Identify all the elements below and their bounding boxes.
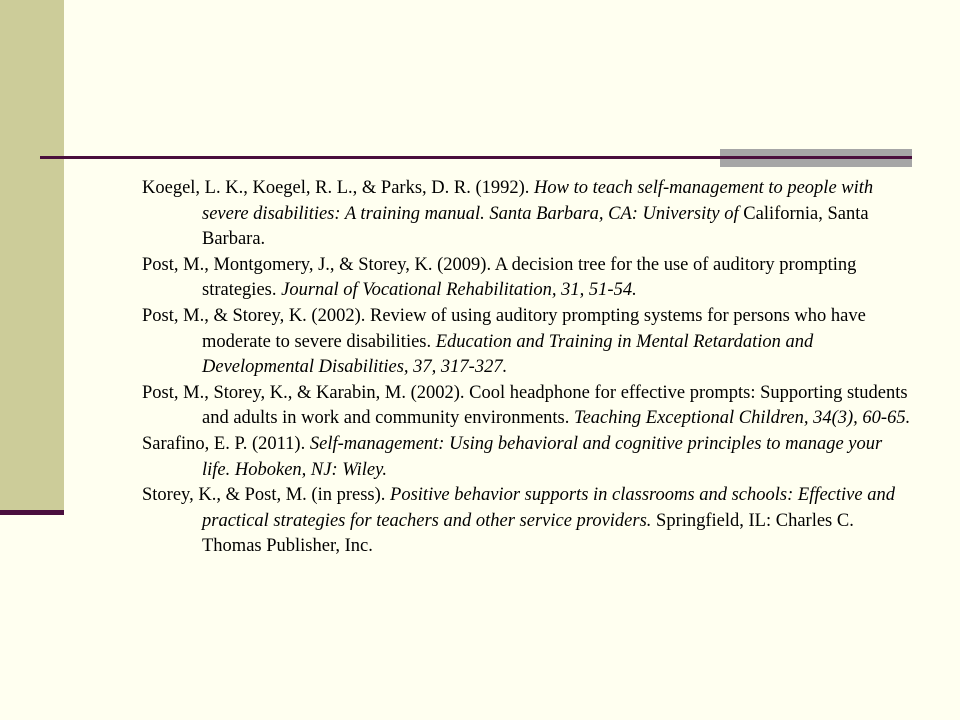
reference-item	[142, 176, 912, 253]
reference-item	[142, 483, 912, 560]
reference-item	[142, 381, 912, 432]
left-accent-bar	[0, 0, 64, 512]
reference-authors-text: Storey, K., & Post, M. (in press).	[142, 485, 391, 506]
reference-item	[142, 253, 912, 304]
reference-authors-text: Koegel, L. K., Koegel, R. L., & Parks, D. R. (1992).	[142, 178, 535, 198]
reference-title-text: Self-management: Using behavioral and cognitive principles to manage your life. Hoboken, NJ: Wiley.	[202, 433, 883, 480]
divider-grey-block	[720, 149, 912, 167]
reference-title-text: Journal of Vocational Rehabilitation, 31, 51-54.	[281, 280, 637, 301]
reference-authors-text: Post, M., Montgomery, J., & Storey, K. (2009). A decision tree for the use of auditory prompting strategies.	[142, 254, 857, 301]
reference-title-text: Education and Training in Mental Retardation and Developmental Disabilities, 37, 317-327.	[202, 331, 814, 378]
reference-tail-text: California, Santa Barbara.	[202, 203, 869, 250]
left-bar-underline	[0, 510, 64, 515]
reference-tail-text: Springfield, IL: Charles C. Thomas Publisher, Inc.	[202, 510, 854, 557]
reference-title-text: Positive behavior supports in classrooms and schools: Effective and practical strategies for teachers and other service providers.	[202, 485, 895, 531]
reference-item	[142, 304, 912, 381]
reference-list	[142, 176, 912, 560]
reference-title-text: How to teach self-management to people with severe disabilities: A training manual. Santa Barbara, CA: University of	[202, 178, 874, 224]
reference-item	[142, 432, 912, 483]
reference-authors-text: Post, M., & Storey, K. (2002). Review of using auditory prompting systems for persons who have moderate to severe disabilities.	[142, 305, 866, 352]
reference-title-text: Teaching Exceptional Children, 34(3), 60-65.	[574, 408, 911, 429]
reference-authors-text: Sarafino, E. P. (2011).	[142, 433, 310, 454]
reference-authors-text: Post, M., Storey, K., & Karabin, M. (2002). Cool headphone for effective prompts: Supporting students and adults in work and community environments.	[142, 382, 908, 429]
